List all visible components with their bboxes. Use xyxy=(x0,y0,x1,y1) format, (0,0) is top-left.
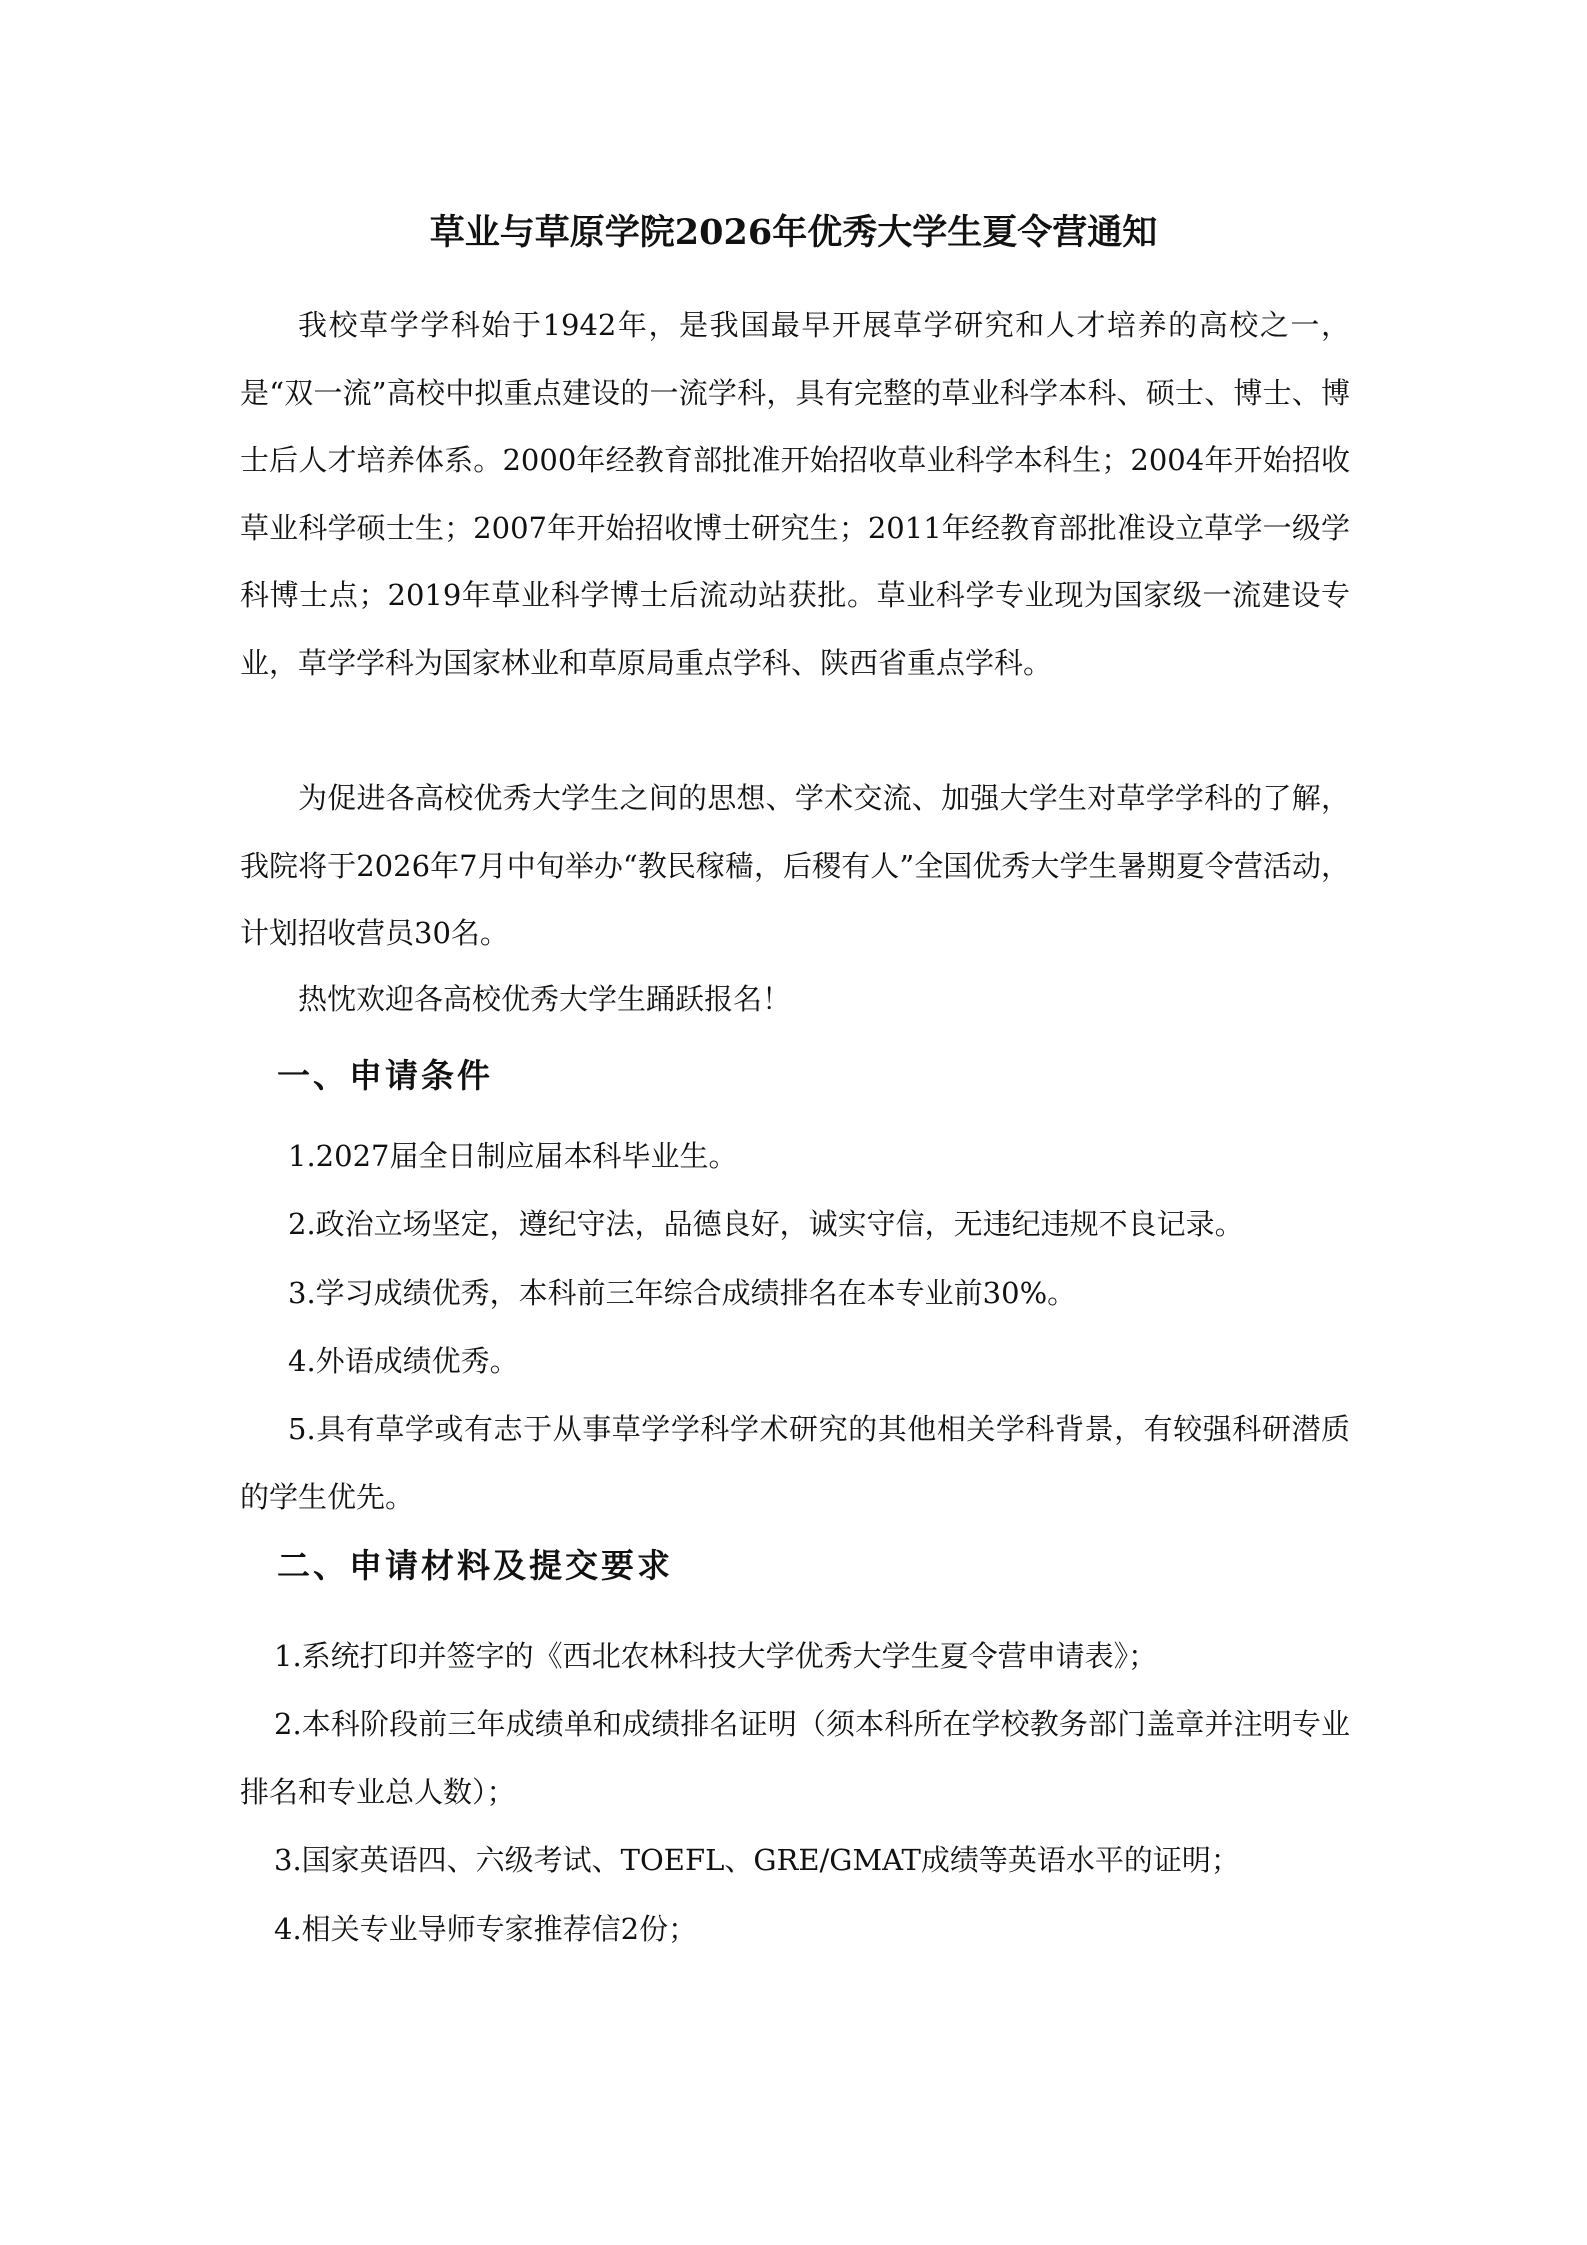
document-title: 草业与草原学院2026年优秀大学生夏令营通知 xyxy=(429,212,1158,253)
section-heading-application-materials: 二、申请材料及提交要求 xyxy=(277,1546,673,1585)
intro-paragraph-1: 我校草学学科始于1942年，是我国最早开展草学研究和人才培养的高校之一，是“双一流”高校中拟重点建设的一流学科，具有完整的草业科学本科、硕士、博士、博士后人才培养体系。2000年经教育部批准开始招收草业科学本科生；2004年开始招收草业科学硕士生；2007年开始招收博士研究生；2011年经教育部批准设立草学一级学科博士点；2019年草业科学博士后流动站获批。草业科学专业现为国家级一流建设专业，草学学科为国家林业和草原局重点学科、陕西省重点学科。 xyxy=(240,308,1350,680)
material-item-4: 4.相关专业导师专家推荐信2份； xyxy=(274,1912,698,1946)
condition-item-5: 5.具有草学或有志于从事草学学科学术研究的其他相关学科背景，有较强科研潜质的学生优先。 xyxy=(240,1412,1350,1514)
condition-item-2: 2.政治立场坚定，遵纪守法，品德良好，诚实守信，无违纪违规不良记录。 xyxy=(288,1207,1244,1241)
condition-item-3: 3.学习成绩优秀，本科前三年综合成绩排名在本专业前30%。 xyxy=(288,1276,1077,1310)
intro-paragraph-3: 热忱欢迎各高校优秀大学生踊跃报名！ xyxy=(298,982,792,1016)
material-item-1: 1.系统打印并签字的《西北农林科技大学优秀大学生夏令营申请表》； xyxy=(274,1639,1158,1673)
section-heading-application-conditions: 一、申请条件 xyxy=(277,1056,493,1095)
condition-item-4: 4.外语成绩优秀。 xyxy=(288,1344,519,1378)
material-item-2: 2.本科阶段前三年成绩单和成绩排名证明（须本科所在学校教务部门盖章并注明专业排名和专业总人数）； xyxy=(240,1707,1350,1809)
material-item-3: 3.国家英语四、六级考试、TOEFL、GRE/GMAT成绩等英语水平的证明； xyxy=(274,1843,1240,1877)
intro-paragraph-2: 为促进各高校优秀大学生之间的思想、学术交流、加强大学生对草学学科的了解，我院将于2026年7月中旬举办“教民稼穑，后稷有人”全国优秀大学生暑期夏令营活动，计划招收营员30名。 xyxy=(240,781,1350,950)
condition-item-1: 1.2027届全日制应届本科毕业生。 xyxy=(288,1139,738,1173)
